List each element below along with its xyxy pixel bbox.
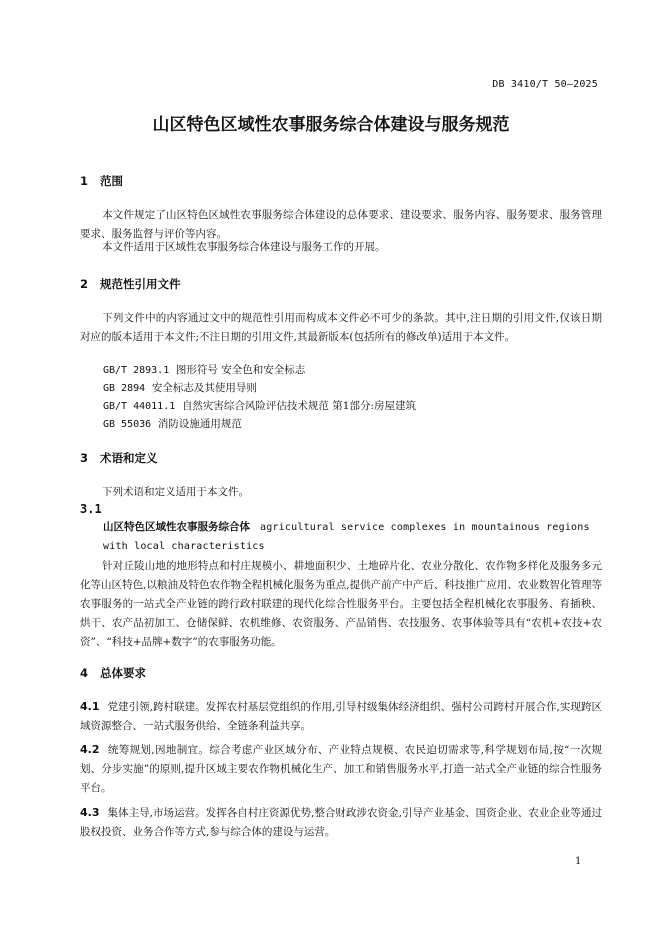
section-title: 范围	[100, 174, 123, 188]
section-2-paragraph-1	[80, 309, 602, 347]
section-4-heading	[80, 665, 146, 681]
section-1-heading	[80, 173, 123, 189]
clause-4-2	[80, 740, 602, 798]
normative-reference	[103, 379, 257, 398]
section-2-heading	[80, 276, 181, 292]
reference-code: GB/T 2893.1	[103, 365, 170, 376]
reference-title: 图形符号 安全色和安全标志	[175, 364, 306, 376]
clause-number: 4.1	[80, 700, 100, 713]
term-number: 3.1	[80, 502, 102, 516]
normative-reference	[103, 397, 416, 416]
clause-text: 党建引领,跨村联建。发挥农村基层党组织的作用,引导村级集体经济组织、强村公司跨村开展合作,实现跨区域资源整合、一站式服务供给、全链条利益共享。	[80, 701, 602, 732]
reference-code: GB 55036	[103, 419, 152, 430]
reference-code: GB 2894	[103, 383, 146, 394]
clause-text: 统筹规划,因地制宜。综合考虑产业区域分布、产业特点规模、农民迫切需求等,科学规划布局,按“一次规划、分步实施”的原则,提升区域主要农作物机械化生产、加工和销售服务水平,打造一站式全产业链的综合性服务平台。	[80, 744, 602, 794]
page-number: 1	[575, 856, 582, 867]
term-english: agricultural service complexes in mountainous regions with local characteristics	[103, 522, 590, 552]
clause-4-3	[80, 803, 602, 842]
document-title: 山区特色区域性农事服务综合体建设与服务规范	[152, 115, 510, 135]
normative-reference	[103, 361, 305, 380]
section-number: 2	[80, 277, 89, 291]
reference-title: 自然灾害综合风险评估技术规范 第1部分:房屋建筑	[181, 400, 416, 412]
reference-title: 安全标志及其使用导则	[151, 382, 257, 394]
paragraph-text: 下列术语和定义适用于本文件。	[102, 486, 249, 498]
document-code: DB 3410/T 50—2025	[492, 79, 598, 90]
clause-text: 集体主导,市场运营。发挥各自村庄资源优势,整合财政涉农资金,引导产业基金、国资企业、农业企业等通过股权投资、业务合作等方式,参与综合体的建设与运营。	[80, 807, 602, 838]
section-3-heading	[80, 450, 158, 466]
section-number: 4	[80, 666, 89, 680]
paragraph-text: 下列文件中的内容通过文中的规范性引用而构成本文件必不可少的条款。其中,注日期的引用文件,仅该日期对应的版本适用于本文件;不注日期的引用文件,其最新版本(包括所有的修改单)适用于本文件。	[80, 312, 602, 343]
section-title: 总体要求	[100, 666, 146, 680]
clause-number: 4.3	[80, 806, 100, 819]
term-entry	[103, 518, 603, 556]
reference-title: 消防设施通用规范	[157, 418, 242, 430]
term-definition	[80, 557, 602, 652]
normative-reference	[103, 415, 242, 434]
section-number: 3	[80, 451, 89, 465]
paragraph-text: 本文件适用于区域性农事服务综合体建设与服务工作的开展。	[102, 241, 386, 253]
term-chinese: 山区特色区域性农事服务综合体	[103, 521, 250, 533]
section-3-paragraph-1	[80, 483, 602, 502]
section-title: 术语和定义	[100, 451, 158, 465]
clause-number: 4.2	[80, 743, 100, 756]
reference-code: GB/T 44011.1	[103, 401, 176, 412]
clause-4-1	[80, 697, 602, 736]
section-1-paragraph-2	[80, 238, 602, 257]
paragraph-text: 针对丘陵山地的地形特点和村庄规模小、耕地面积少、土地碎片化、农业分散化、农作物多样化及服务多元化等山区特色,以粮油及特色农作物全程机械化服务为重点,提供产前产中产后、科技推广应用、农业数智化管理等农事服务的一站式全产业链的跨行政村联建的现代化综合性服务平台。主要包括全程机械化农事服务、育插秧、烘干、农产品初加工、仓储保鲜、农机维修、农资服务、产品销售、农技服务、农事体验等具有“农机+农技+农资”、“科技+品牌+数字”的农事服务功能。	[80, 560, 602, 648]
paragraph-text: 本文件规定了山区特色区域性农事服务综合体建设的总体要求、建设要求、服务内容、服务要求、服务管理要求、服务监督与评价等内容。	[80, 209, 602, 240]
section-number: 1	[80, 174, 89, 188]
section-title: 规范性引用文件	[100, 277, 181, 291]
